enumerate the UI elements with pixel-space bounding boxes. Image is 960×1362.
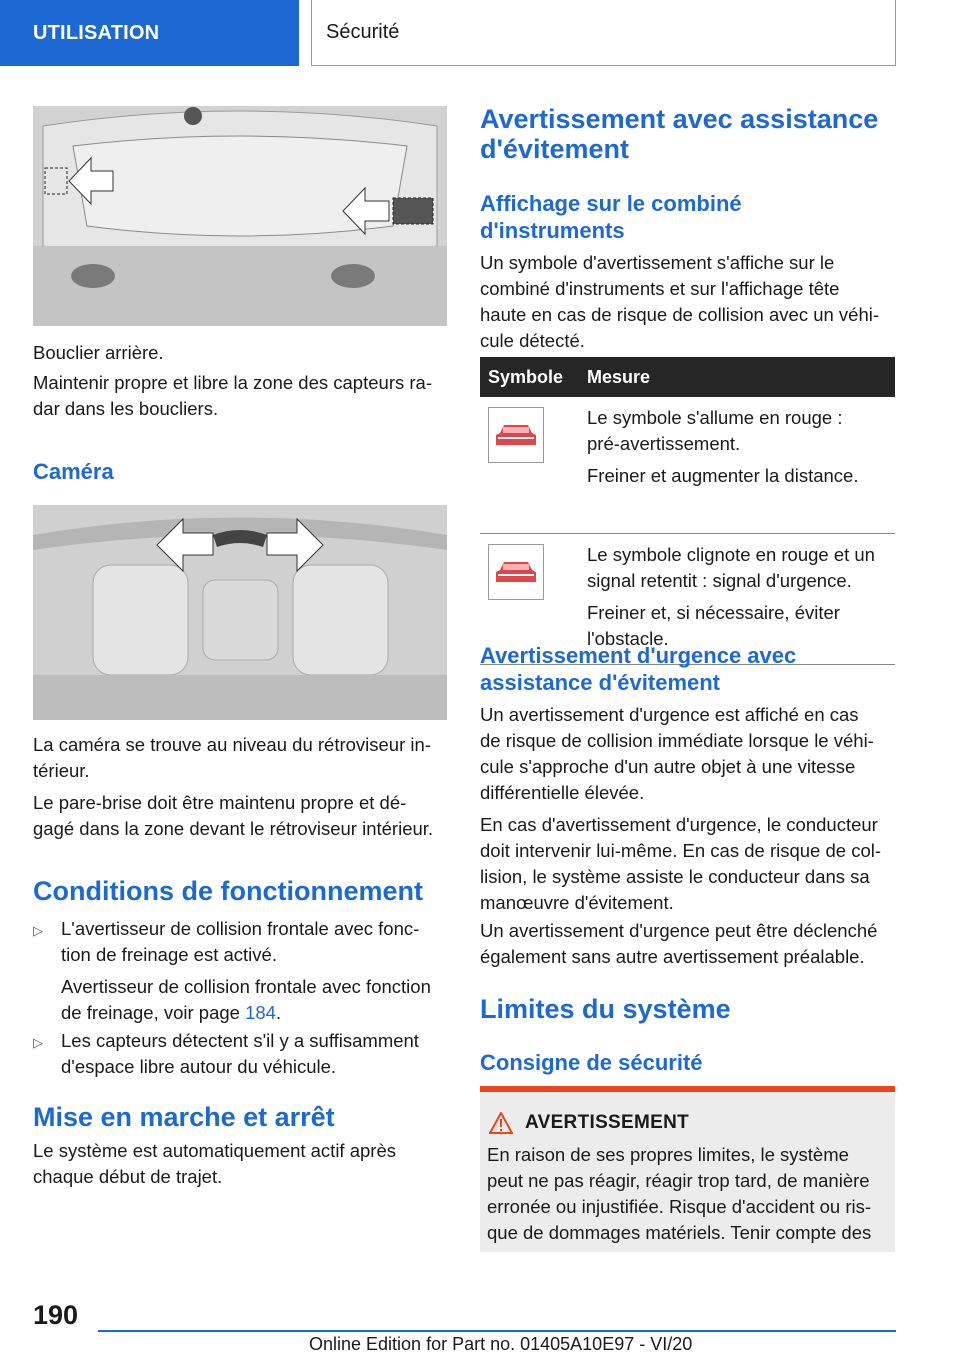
urgent-paragraph-2: En cas d'avertissement d'urgence, le conducteur doit intervenir lui-même. En cas de risque de col- lision, le système assiste le conducteur dans sa manœuvre d'évitement. [480,814,882,913]
avoidance-warning-heading: Avertissement avec assistance d'évitement [480,104,879,164]
safety-heading: Consigne de sécurité [480,1050,703,1075]
table-header-measure: Mesure [579,357,895,397]
bumper-paragraph: Maintenir propre et libre la zone des capteurs ra- dar dans les boucliers. [33,372,432,419]
display-heading: Affichage sur le combiné d'instruments [480,191,742,243]
row2-measure-line1: Le symbole clignote en rouge et un signal retentit : signal d'urgence. [587,543,875,591]
triangle-bullet-icon: ▷ [33,923,43,938]
table-row [480,397,895,533]
warning-triangle-icon [489,1112,513,1134]
warning-box [480,1086,895,1252]
limits-heading: Limites du système [480,994,731,1024]
camera-paragraph-1: La caméra se trouve au niveau du rétroviseur in- térieur. [33,734,431,781]
urgent-paragraph-1: Un avertissement d'urgence est affiché en cas de risque de collision immédiate lorsque le véhi- cule s'approche d'un autre objet à une vitesse différentielle élevée. [480,704,874,803]
onoff-paragraph: Le système est automatiquement actif après chaque début de trajet. [33,1140,396,1187]
warning-title: AVERTISSEMENT [525,1112,690,1133]
warning-text: En raison de ses propres limites, le système peut ne pas réagir, réagir trop tard, de manière erronée ou injustifiée. Risque d'accident ou ris- que de dommages matériels. Tenir compte des [487,1144,872,1243]
onoff-heading: Mise en marche et arrêt [33,1102,335,1132]
section-title: UTILISATION [33,21,160,44]
camera-heading: Caméra [33,459,114,484]
urgent-warning-heading: Avertissement d'urgence avec assistance d'évitement [480,643,797,695]
footer-divider [98,1330,896,1332]
camera-position-image [33,505,447,720]
row1-measure-line2: Freiner et augmenter la distance. [587,465,859,486]
camera-paragraph-2: Le pare-brise doit être maintenu propre et dé- gagé dans la zone devant le rétroviseur intérieur. [33,792,434,839]
row1-measure-line1: Le symbole s'allume en rouge : pré-avertissement. [587,407,843,454]
triangle-bullet-icon: ▷ [33,1035,43,1050]
page-number: 190 [33,1300,79,1330]
conditions-heading: Conditions de fonctionnement [33,876,423,906]
rear-bumper-image [33,106,447,326]
chapter-tab [311,0,896,66]
list-item: ▷ L'avertisseur de collision frontale avec fonc- tion de freinage est activé. Avertisseur de collision frontale avec fonction de freinage, voir page 184. [33,918,431,1023]
row2-measure-line2: Freiner et, si nécessaire, éviter l'obstacle. [587,601,840,649]
urgent-paragraph-3: Un avertissement d'urgence peut être déclenché également sans autre avertissement préalable. [480,920,878,967]
display-paragraph: Un symbole d'avertissement s'affiche sur le combiné d'instruments et sur l'affichage tête haute en cas de risque de collision avec un véhi- cule détecté. [480,252,880,351]
footer-edition: Online Edition for Part no. 01405A10E97 - VI/20 [309,1334,693,1354]
page-link-184[interactable]: 184 [245,1002,276,1023]
section-tab [0,0,299,66]
table-header-symbol: Symbole [480,357,579,397]
chapter-title: Sécurité [326,21,400,43]
list-item: ▷ Les capteurs détectent s'il y a suffisamment d'espace libre autour du véhicule. [33,1030,419,1077]
red-car-blinking-icon [488,544,544,600]
red-car-warning-icon [488,407,544,463]
symbol-table [480,357,895,665]
bumper-caption: Bouclier arrière. [33,342,164,363]
